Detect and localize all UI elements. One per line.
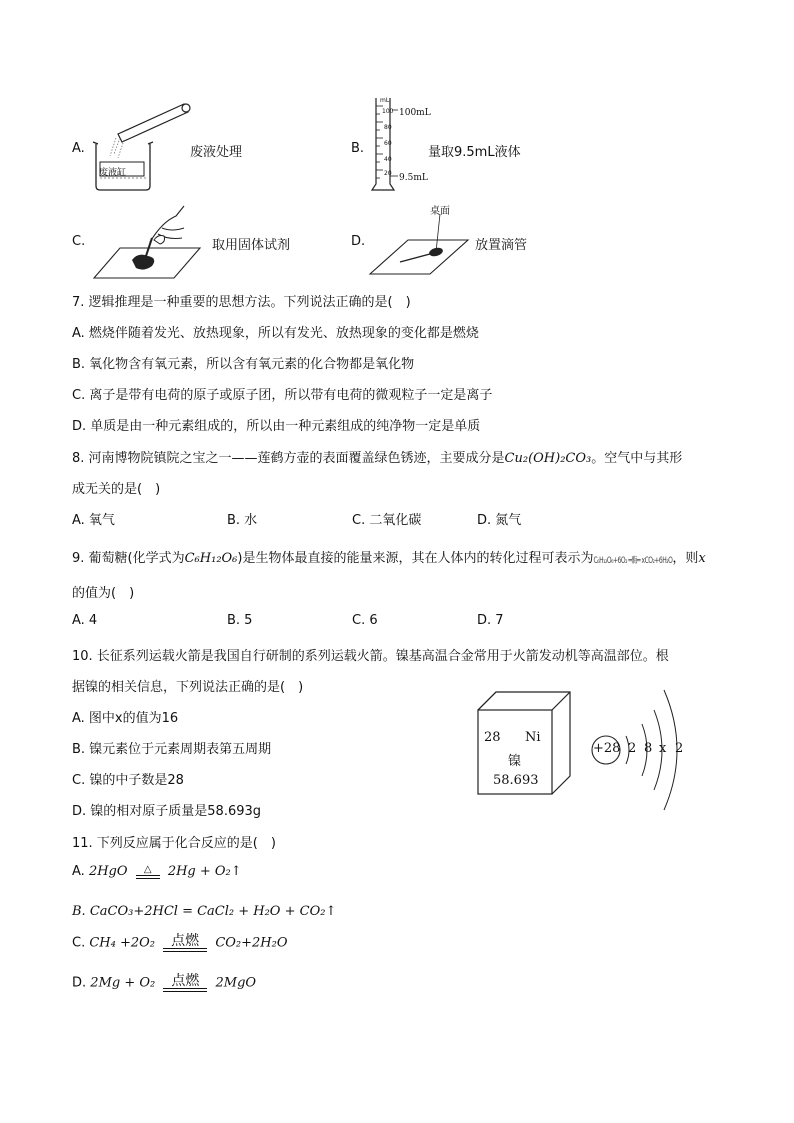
table-label: 桌面: [430, 206, 450, 217]
q7-option-a: A. 燃烧伴随着发光、放热现象，所以有发光、放热现象的变化都是燃烧: [72, 326, 479, 341]
q7-stem: 7. 逻辑推理是一种重要的思想方法。下列说法正确的是( ): [72, 295, 411, 310]
tick-20: 20: [384, 170, 392, 177]
tick-60: 60: [384, 140, 392, 147]
tick-100: 100: [382, 108, 394, 115]
q8-option-b: B. 水: [227, 513, 258, 528]
q7-option-b: B. 氧化物含有氧元素，所以含有氧元素的化合物都是氧化物: [72, 357, 415, 372]
solid-reagent-figure: [92, 198, 204, 284]
q8-formula: Cu₂(OH)₂CO₃: [504, 451, 592, 466]
q11-d-condition: [163, 974, 207, 992]
q6-d-text: 放置滴管: [475, 238, 528, 253]
atomic-mass: 58.693: [493, 773, 539, 788]
q6-b-text: 量取9.5mL液体: [428, 145, 521, 160]
q11-d-rhs: 2MgO: [215, 975, 257, 991]
cylinder-unit: mL: [380, 97, 390, 104]
q8-stem-text-2: 。空气中与其形: [591, 451, 683, 466]
tick-80: 80: [384, 124, 392, 131]
q10-stem-line1: 10. 长征系列运载火箭是我国自行研制的系列运载火箭。镍基高温合金常用于火箭发动机等高温部位。根: [72, 649, 669, 664]
q8-stem-line2: 成无关的是( ): [72, 482, 161, 497]
shell-1: 2: [628, 741, 637, 756]
q11-stem: 11. 下列反应属于化合反应的是( ): [72, 836, 276, 851]
q8-stem-line1: [72, 447, 682, 466]
beaker-waste-figure: [88, 98, 192, 194]
q11-d-cond-text: 点燃: [171, 973, 200, 989]
shell-2: 8: [644, 741, 653, 756]
element-name: 镍: [508, 754, 522, 769]
q9-stem-text-2: )是生物体最直接的能量来源，其在人体内的转化过程可表示为: [237, 551, 594, 566]
q11-d-lhs: 2Mg + O₂: [90, 975, 156, 991]
q9-stem-line1: [72, 547, 706, 566]
q6-c-letter: C.: [72, 234, 86, 249]
q8-stem-text: 8. 河南博物院镇院之宝之一——莲鹤方壶的表面覆盖绿色锈迹，主要成分是: [72, 451, 505, 466]
element-symbol: Ni: [525, 730, 541, 745]
q9-var: x: [698, 551, 706, 566]
q10-option-b: B. 镍元素位于元素周期表第五周期: [72, 742, 272, 757]
q11-option-a: [72, 864, 242, 879]
q10-stem-line2: 据镍的相关信息，下列说法正确的是( ): [72, 680, 304, 695]
q7-option-c: C. 离子是带有电荷的原子或原子团，所以带有电荷的微观粒子一定是离子: [72, 388, 493, 403]
q6-c-text: 取用固体试剂: [212, 238, 291, 253]
shell-3: x: [659, 741, 667, 756]
q9-option-d: D. 7: [477, 613, 504, 628]
q11-a-cond-text: △: [143, 863, 152, 875]
q8-option-d: D. 氮气: [477, 513, 522, 528]
q10-option-d: D. 镍的相对原子质量是58.693g: [72, 804, 262, 819]
q11-c-rhs: CO₂+2H₂O: [215, 935, 288, 951]
shell-4: 2: [675, 741, 684, 756]
label-100ml: 100mL: [399, 108, 431, 118]
q6-d-letter: D.: [351, 234, 366, 249]
q9-equation: C₆H₁₂O₆+6O₂ ═酶═ xCO₂+6H₂O: [593, 556, 673, 566]
q11-c-lhs: CH₄ +2O₂: [89, 935, 156, 951]
q11-a-condition: [136, 865, 160, 879]
atomic-number: 28: [484, 730, 501, 745]
q11-a-rhs: 2Hg + O₂↑: [167, 864, 242, 879]
q9-formula: C₆H₁₂O₆: [184, 551, 238, 566]
q6-a-letter: A.: [72, 141, 85, 156]
q11-c-condition: [163, 934, 207, 952]
q8-option-c: C. 二氧化碳: [352, 513, 422, 528]
q10-option-c: C. 镍的中子数是28: [72, 773, 184, 788]
waste-tank-label: 废液缸: [99, 168, 127, 178]
q11-option-b: B. CaCO₃+2HCl = CaCl₂ + H₂O + CO₂↑: [72, 904, 337, 919]
q11-option-c: [72, 934, 288, 952]
q9-stem-line2: 的值为( ): [72, 586, 135, 601]
q11-c-letter: C.: [72, 935, 86, 951]
q6-b-letter: B.: [351, 141, 365, 156]
q7-option-d: D. 单质是由一种元素组成的，所以由一种元素组成的纯净物一定是单质: [72, 419, 481, 434]
nucleus-charge: +28: [593, 741, 621, 756]
q9-option-b: B. 5: [227, 613, 253, 628]
q11-d-letter: D.: [72, 975, 87, 991]
q8-option-a: A. 氧气: [72, 513, 115, 528]
q9-option-c: C. 6: [352, 613, 378, 628]
q11-c-cond-text: 点燃: [171, 933, 200, 949]
label-9-5ml: 9.5mL: [399, 173, 428, 183]
q9-stem-text: 9. 葡萄糖(化学式为: [72, 551, 185, 566]
q11-option-d: [72, 974, 256, 992]
q9-stem-text-3: ，则: [672, 551, 699, 566]
q11-a-eq-bar: [136, 875, 160, 879]
q11-a-letter: A.: [72, 864, 85, 879]
q10-option-a: A. 图中x的值为16: [72, 711, 179, 726]
q9-option-a: A. 4: [72, 613, 98, 628]
q6-a-text: 废液处理: [190, 145, 243, 160]
dropper-figure: [368, 214, 472, 278]
q11-a-lhs: 2HgO: [88, 864, 128, 879]
tick-40: 40: [384, 156, 392, 163]
